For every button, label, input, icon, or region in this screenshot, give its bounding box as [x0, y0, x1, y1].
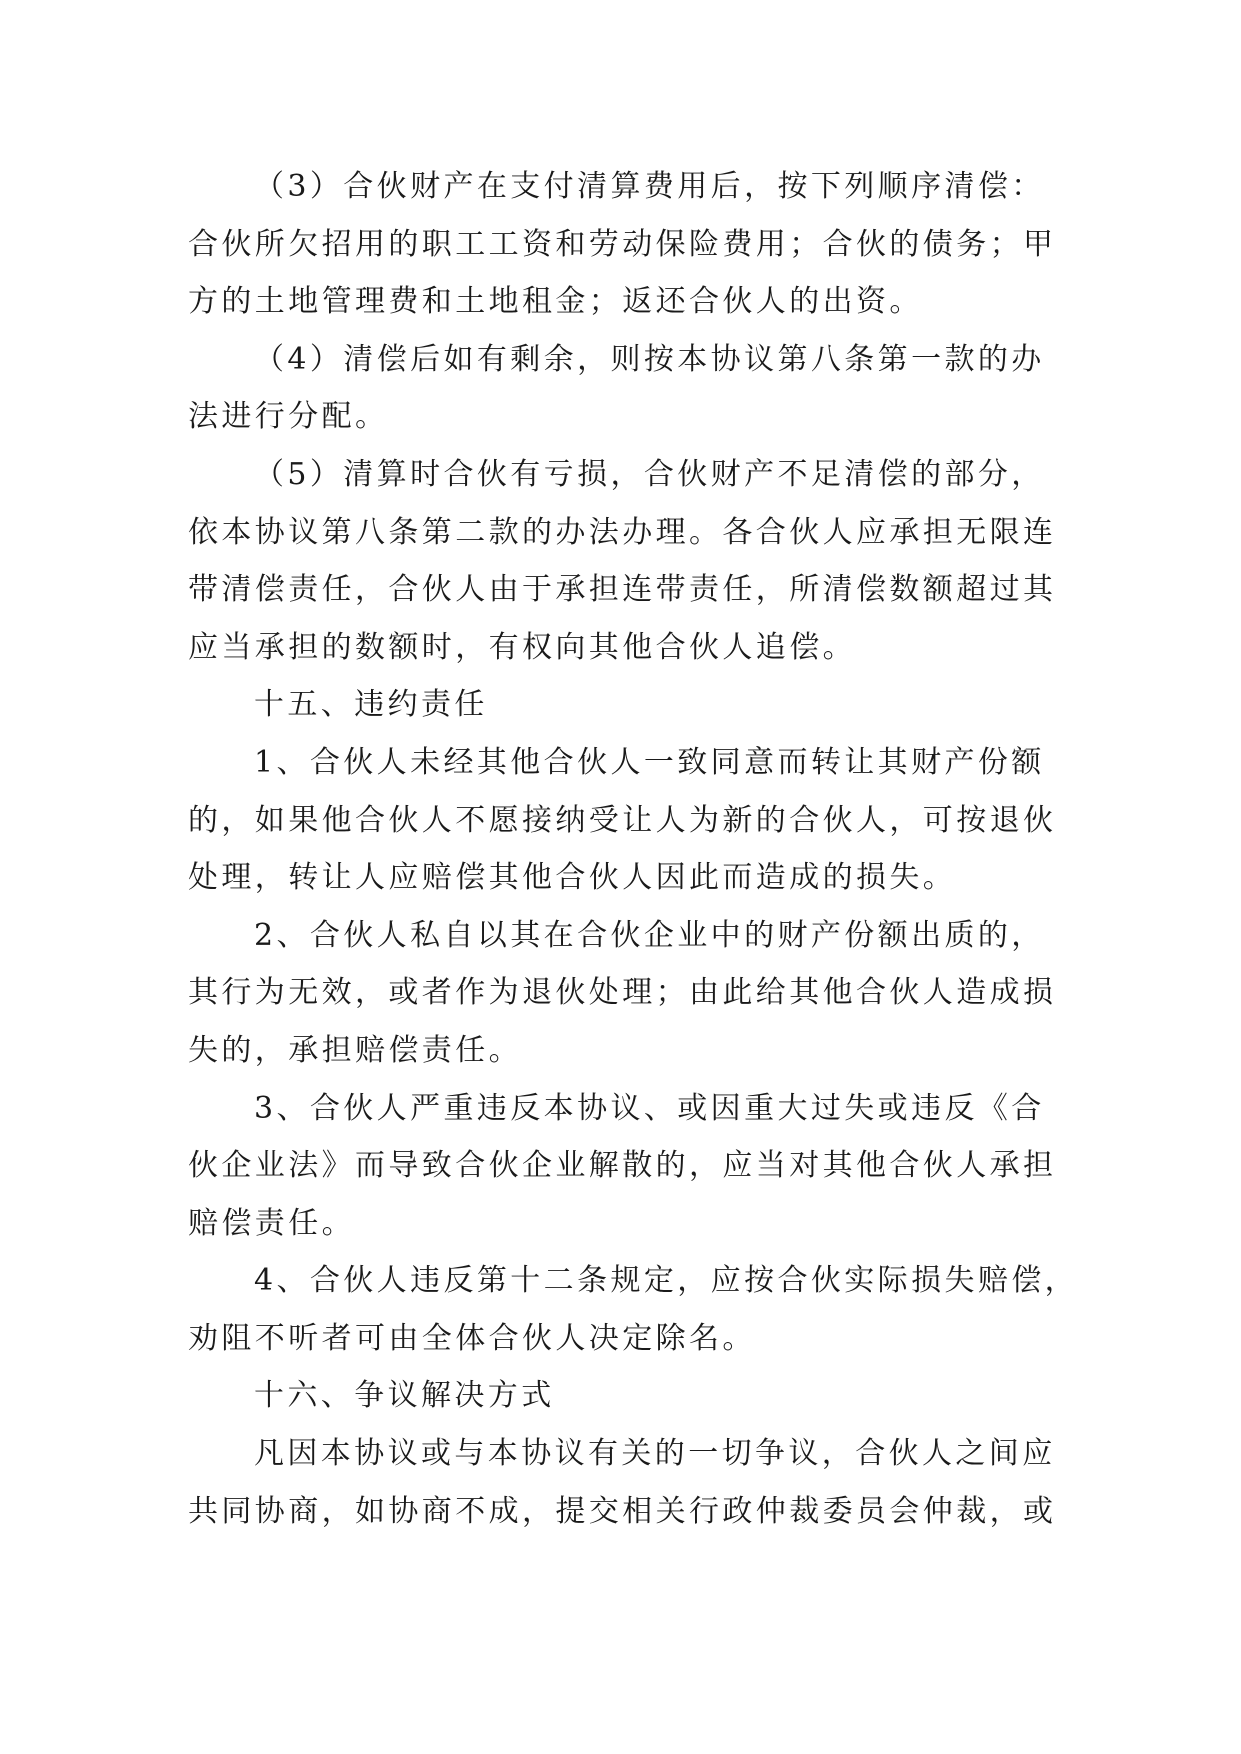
text-line: 4、合伙人违反第十二条规定，应按合伙实际损失赔偿， — [254, 1263, 1079, 1299]
text-line: 劝阻不听者可由全体合伙人决定除名。 — [188, 1320, 756, 1356]
section-heading-15 — [188, 676, 1056, 734]
paragraph-clause-16-1 — [188, 1425, 1056, 1540]
heading-text: 十六、争议解决方式 — [254, 1378, 555, 1414]
paragraph-clause-15-4 — [188, 1252, 1079, 1367]
text-line: 赔偿责任。 — [188, 1205, 355, 1241]
text-line: 1、合伙人未经其他合伙人一致同意而转让其财产份额 — [254, 744, 1045, 780]
heading-text: 十五、违约责任 — [254, 687, 488, 723]
paragraph-clause-15-1 — [188, 734, 1056, 907]
paragraph-clause-14-4 — [188, 331, 1056, 446]
section-heading-16 — [188, 1367, 1056, 1425]
text-line: 依本协议第八条第二款的办法办理。各合伙人应承担无限连 — [188, 514, 1057, 550]
text-line: 合伙所欠招用的职工工资和劳动保险费用；合伙的债务；甲 — [188, 226, 1057, 262]
paragraph-clause-15-3 — [188, 1080, 1056, 1253]
text-line: 的，如果他合伙人不愿接纳受让人为新的合伙人，可按退伙 — [188, 802, 1057, 838]
text-line: 带清偿责任，合伙人由于承担连带责任，所清偿数额超过其 — [188, 572, 1057, 608]
paragraph-clause-14-5 — [188, 446, 1056, 676]
text-line: 伙企业法》而导致合伙企业解散的，应当对其他合伙人承担 — [188, 1148, 1057, 1184]
paragraph-clause-14-3 — [188, 158, 1056, 331]
text-line: （3）合伙财产在支付清算费用后，按下列顺序清偿： — [254, 169, 1045, 204]
text-line: 共同协商，如协商不成，提交相关行政仲裁委员会仲裁，或 — [188, 1493, 1057, 1529]
text-line: （5）清算时合伙有亏损，合伙财产不足清偿的部分， — [254, 456, 1045, 492]
text-line: 其行为无效，或者作为退伙处理；由此给其他合伙人造成损 — [188, 975, 1057, 1011]
text-line: 凡因本协议或与本协议有关的一切争议，合伙人之间应 — [254, 1436, 1056, 1472]
paragraph-clause-15-2 — [188, 907, 1056, 1080]
text-line: 法进行分配。 — [188, 399, 389, 435]
text-line: 处理，转让人应赔偿其他合伙人因此而造成的损失。 — [188, 860, 957, 896]
text-line: 3、合伙人严重违反本协议、或因重大过失或违反《合 — [254, 1090, 1045, 1126]
text-line: 应当承担的数额时，有权向其他合伙人追偿。 — [188, 629, 856, 665]
text-line: （4）清偿后如有剩余，则按本协议第八条第一款的办 — [254, 341, 1045, 377]
text-line: 方的土地管理费和土地租金；返还合伙人的出资。 — [188, 284, 923, 320]
document-body — [188, 158, 1079, 1540]
text-line: 失的，承担赔偿责任。 — [188, 1032, 522, 1068]
text-line: 2、合伙人私自以其在合伙企业中的财产份额出质的， — [254, 917, 1045, 953]
